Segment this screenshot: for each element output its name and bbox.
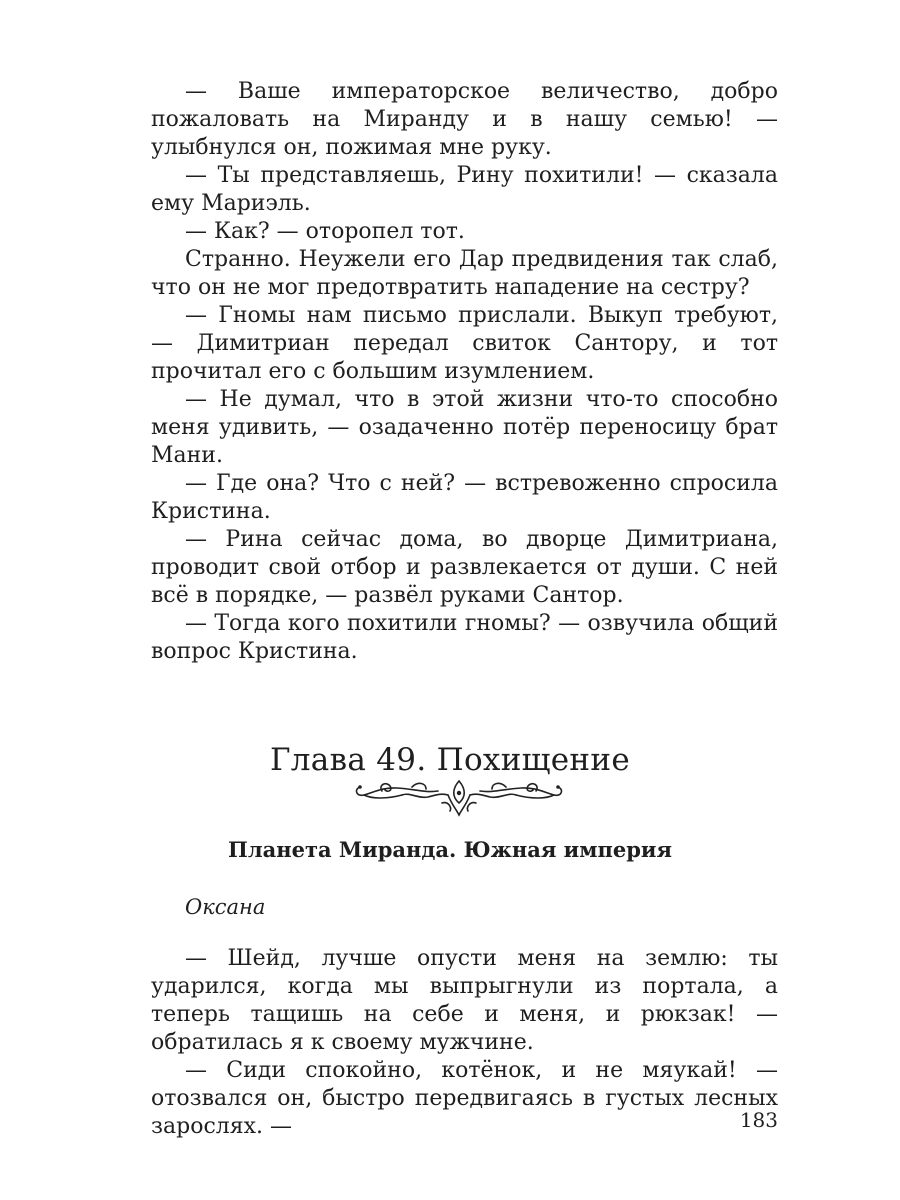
paragraph: — Не думал, что в этой жизни что-то способно меня удивить, — озадаченно потёр переносицу брат Мани. [151,387,778,468]
paragraph: — Гномы нам письмо прислали. Выкуп требуют, — Димитриан передал свиток Сантору, и тот прочитал его с большим изумлением. [151,303,778,384]
paragraph: — Рина сейчас дома, во дворце Димитриана, проводит свой отбор и развлекается от души. С ней всё в порядке, — развёл руками Сантор. [151,527,778,608]
paragraph: — Ваше императорское величество, добро пожаловать на Миранду и в нашу семью! — улыбнулся он, пожимая мне руку. [151,79,778,160]
page-number: 183 [739,1108,778,1132]
paragraph: — Сиди спокойно, котёнок, и не мяукай! — отозвался он, быстро передвигаясь в густых лесных зарослях. — [151,1058,778,1139]
paragraph: — Как? — оторопел тот. [185,219,465,244]
paragraph: — Ты представляешь, Рину похитили! — сказала ему Мариэль. [151,163,778,216]
paragraph: Странно. Неужели его Дар предвидения так слаб, что он не мог предотвратить нападение на сестру? [151,247,778,300]
pov-character: Оксана [185,895,266,919]
paragraph: — Где она? Что с ней? — встревоженно спросила Кристина. [151,471,778,524]
decorative-flourish-icon [352,777,566,819]
chapter-end-text [151,78,778,666]
chapter-start-text [151,945,778,1141]
paragraph: — Тогда кого похитили гномы? — озвучила общий вопрос Кристина. [151,611,778,664]
chapter-title: Глава 49. Похищение [269,742,631,778]
paragraph: — Шейд, лучше опусти меня на землю: ты ударился, когда мы выпрыгнули из портала, а теперь тащишь на себе и меня, и рюкзак! — обратилась я к своему мужчине. [151,946,778,1055]
location-subtitle: Планета Миранда. Южная империя [228,837,672,862]
